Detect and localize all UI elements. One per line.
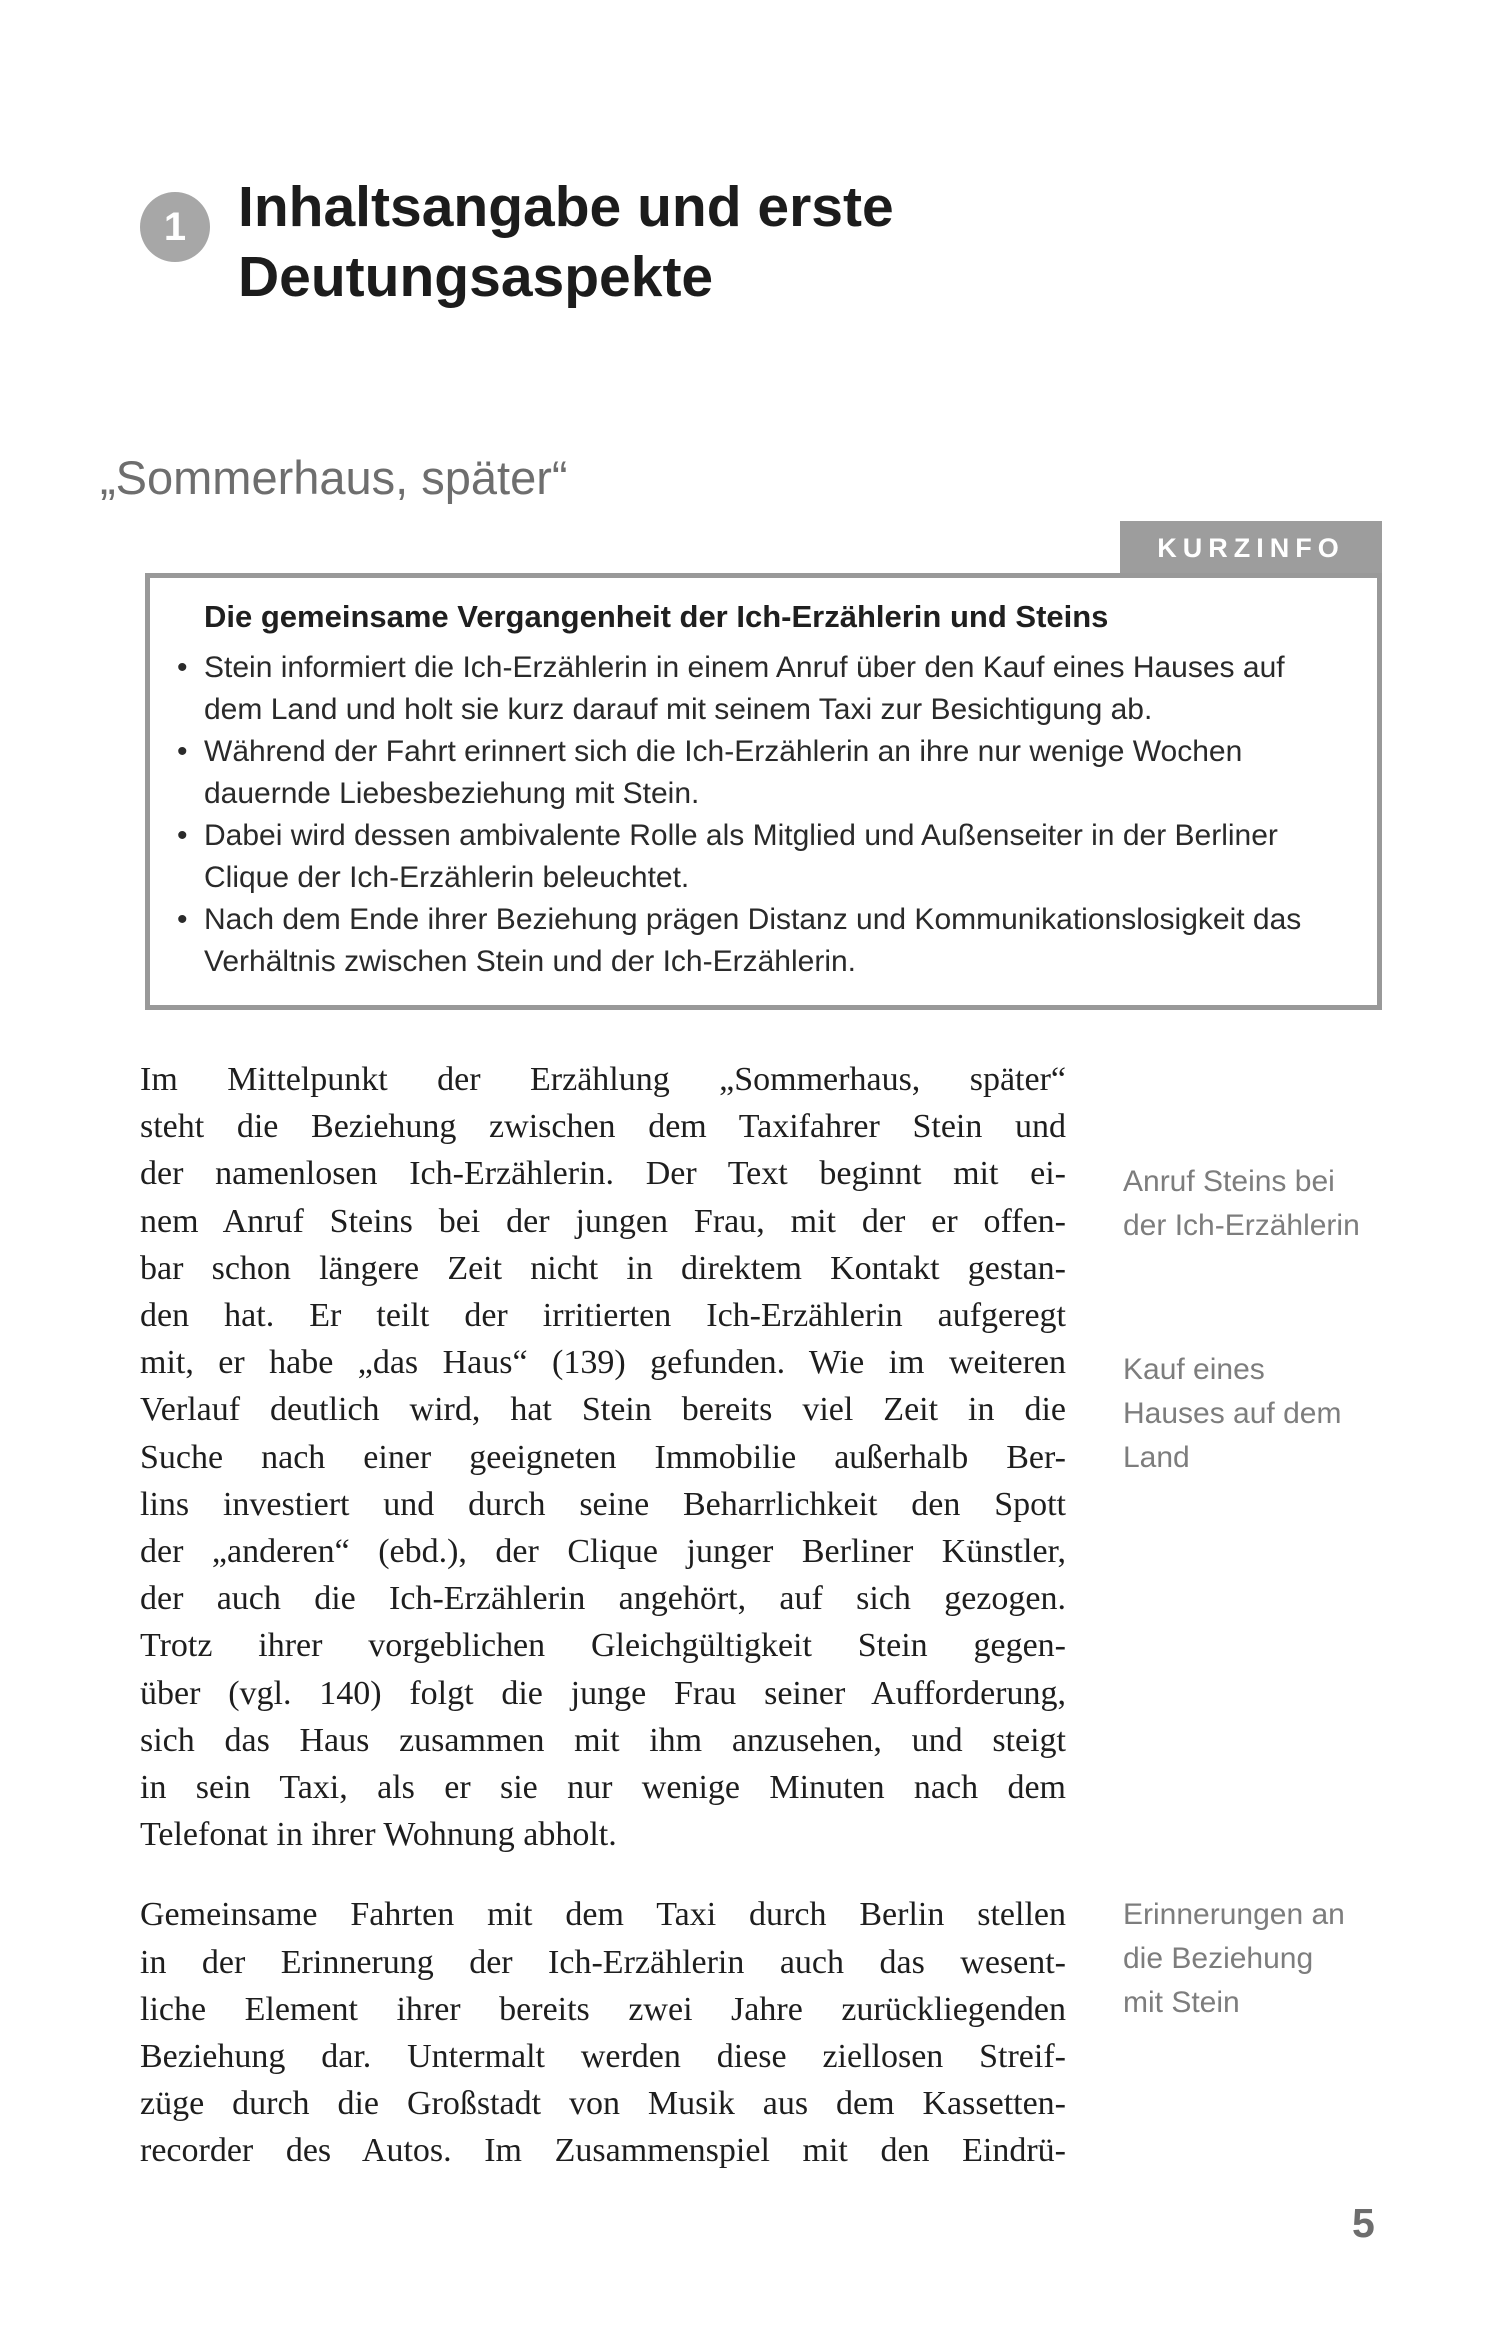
kurzinfo-bullet: • Nach dem Ende ihrer Beziehung prägen Distanz und Kommunikationslosigkeit das Verhältnis zwischen Stein und der Ich-Erzählerin.	[174, 899, 1351, 983]
kurzinfo-bullet: • Während der Fahrt erinnert sich die Ich-Erzählerin an ihre nur wenige Wochen dauernde Liebesbeziehung mit Stein.	[174, 731, 1351, 815]
margin-note-erinnerungen: Erinnerungen an die Beziehung mit Stein	[1123, 1898, 1345, 2019]
kurzinfo-bullet-list	[174, 647, 1351, 983]
page-number: 5	[1352, 2200, 1375, 2246]
paragraph-1: Im Mittelpunkt der Erzählung „Sommerhaus, später“ steht die Beziehung zwischen dem Taxifahrer Stein und der namenlosen Ich-Erzählerin. Der Text beginnt mit ei- nem Anruf Steins bei der jungen Frau, mit der er offen- bar schon längere Zeit nicht in direktem Kontakt gestan- den hat. Er teilt der irritierten Ich-Erzählerin aufgeregt mit, er habe „das Haus“ (139) gefunden. Wie im weiteren Verlauf deutlich wird, hat Stein bereits viel Zeit in die Suche nach einer geeigneten Immobilie außerhalb Ber- lins investiert und durch seine Beharrlichkeit den Spott der „anderen“ (ebd.), der Clique junger Berliner Künstler, der auch die Ich-Erzählerin angehört, auf sich gezogen. Trotz ihrer vorgeblichen Gleichgültigkeit Stein gegen- über (vgl. 140) folgt die junge Frau seiner Aufforderung, sich das Haus zusammen mit ihm anzusehen, und steigt in sein Taxi, als er sie nur wenige Minuten nach dem Telefonat in ihrer Wohnung abholt.	[140, 1061, 1066, 1854]
chapter-number: 1	[163, 204, 187, 249]
kurzinfo-bullet: • Dabei wird dessen ambivalente Rolle als Mitglied und Außenseiter in der Berliner Clique der Ich-Erzählerin beleuchtet.	[174, 815, 1351, 899]
body-text	[140, 1056, 1066, 2175]
margin-note-kauf: Kauf eines Hauses auf dem Land	[1123, 1353, 1342, 1474]
chapter-number-badge	[140, 192, 210, 262]
kurzinfo-tab-label: KURZINFO	[1157, 533, 1345, 563]
margin-note-anruf: Anruf Steins bei der Ich-Erzählerin	[1123, 1165, 1360, 1242]
kurzinfo-heading: Die gemeinsame Vergangenheit der Ich-Erzählerin und Steins	[204, 599, 1109, 634]
kurzinfo-bullet: • Stein informiert die Ich-Erzählerin in einem Anruf über den Kauf eines Hauses auf dem Land und holt sie kurz darauf mit seinem Taxi zur Besichtigung ab.	[174, 647, 1351, 731]
paragraph-2: Gemeinsame Fahrten mit dem Taxi durch Berlin stellen in der Erinnerung der Ich-Erzählerin auch das wesent- liche Element ihrer bereits zwei Jahre zurückliegenden Beziehung dar. Untermalt werden diese ziellosen Streif- züge durch die Großstadt von Musik aus dem Kassetten- recorder des Autos. Im Zusammenspiel mit den Eindrü-	[140, 1896, 1066, 2170]
section-subtitle: „Sommerhaus, später“	[100, 451, 568, 504]
chapter-title: Inhaltsangabe und erste Deutungsaspekte	[238, 175, 894, 309]
kurzinfo-tab	[1120, 521, 1382, 573]
kurzinfo-box	[145, 573, 1382, 1010]
